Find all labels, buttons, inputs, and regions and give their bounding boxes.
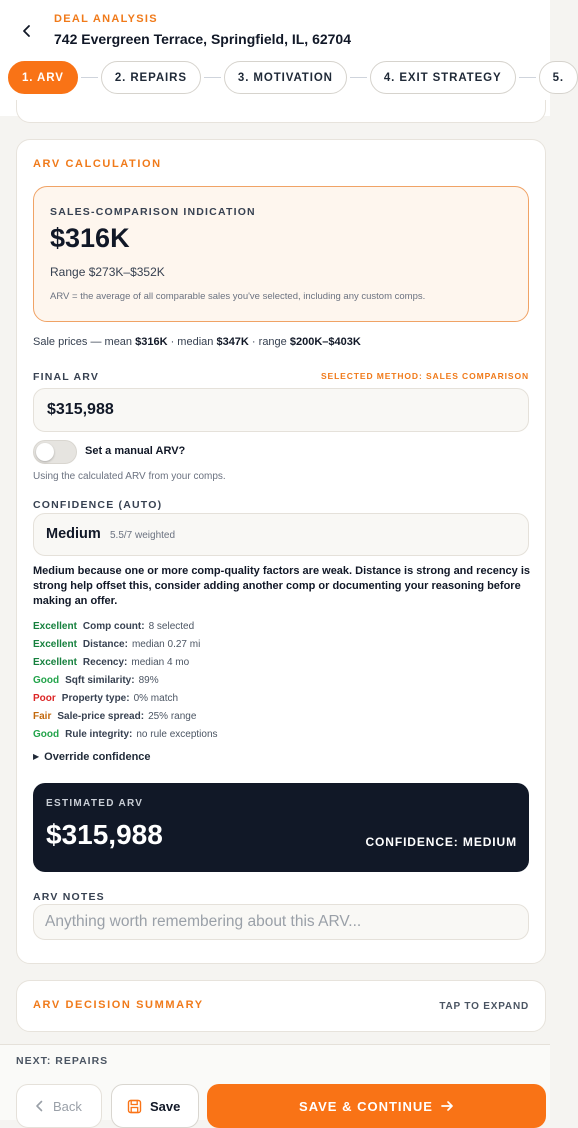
factor-rating: Poor	[33, 693, 56, 704]
arv-notes-field	[33, 904, 529, 940]
confidence-label: CONFIDENCE (AUTO)	[33, 499, 163, 511]
toggle-knob	[36, 443, 54, 461]
factor-name: Rule integrity:	[65, 729, 133, 740]
save-and-continue-button[interactable]	[207, 1084, 546, 1128]
factor-row	[33, 618, 529, 636]
tap-to-expand: TAP TO EXPAND	[439, 1001, 529, 1012]
override-confidence-toggle[interactable]	[33, 751, 151, 763]
tab-motivation[interactable]: 3. MOTIVATION	[224, 61, 347, 94]
arrow-right-icon	[441, 1100, 454, 1112]
sale-price-mean: $316K	[135, 336, 168, 348]
factor-value: median 0.27 mi	[131, 639, 201, 650]
indication-value: $316K	[50, 223, 130, 253]
override-label: Override confidence	[44, 751, 151, 763]
final-arv-value: $315,988	[47, 401, 114, 418]
page-eyebrow: DEAL ANALYSIS	[54, 13, 158, 25]
factor-row	[33, 708, 529, 726]
confidence-explanation: Medium because one or more comp-quality factors are weak. Distance is strong and recency is strong help offset this, consider adding another comp or documenting your reasoning before making an offer.	[33, 565, 530, 607]
summary-title: ARV DECISION SUMMARY	[33, 999, 204, 1011]
sale-price-range: $200K–$403K	[289, 336, 361, 348]
estimated-arv-label: ESTIMATED ARV	[46, 798, 144, 809]
factor-rating: Excellent	[33, 621, 77, 632]
factor-name: Recency:	[82, 657, 128, 668]
tab-exit-strategy[interactable]: 4. EXIT STRATEGY	[370, 61, 516, 94]
tab-repairs[interactable]: 2. REPAIRS	[101, 61, 201, 94]
estimated-arv-panel	[33, 783, 529, 872]
indication-note: ARV = the average of all comparable sales you've selected, including any custom comps.	[50, 291, 426, 302]
manual-arv-label: Set a manual ARV?	[85, 445, 186, 457]
sales-comparison-indication	[33, 186, 529, 322]
factor-name: Distance:	[82, 639, 128, 650]
arv-notes-label: ARV NOTES	[33, 891, 105, 903]
confidence-weighted: 5.5/7 weighted	[110, 530, 176, 541]
median-prefix: · median	[167, 336, 217, 348]
confidence-display	[33, 513, 529, 556]
factor-value: 0% match	[133, 693, 179, 704]
next-step-label: NEXT: REPAIRS	[16, 1055, 109, 1067]
factor-value: no rule exceptions	[136, 729, 218, 740]
factor-row	[33, 636, 529, 654]
back-button[interactable]	[16, 1084, 102, 1128]
factor-row	[33, 672, 529, 690]
factor-name: Property type:	[61, 693, 130, 704]
factor-rating: Excellent	[33, 639, 77, 650]
factor-value: 8 selected	[148, 621, 195, 632]
sale-prices-summary	[33, 336, 361, 348]
back-arrow-button[interactable]	[16, 20, 38, 42]
save-label: Save	[150, 1098, 181, 1114]
factor-name: Sale-price spread:	[57, 711, 145, 722]
factor-rating: Good	[33, 675, 60, 686]
tab-step-5[interactable]: 5.	[539, 61, 578, 94]
factor-row	[33, 726, 529, 744]
back-label: Back	[53, 1098, 82, 1114]
factor-rating: Fair	[33, 711, 52, 722]
final-arv-field[interactable]	[33, 388, 529, 432]
sale-price-median: $347K	[216, 336, 249, 348]
manual-arv-help: Using the calculated ARV from your comps.	[33, 471, 226, 482]
factor-name: Comp count:	[82, 621, 145, 632]
arv-notes-textarea[interactable]	[34, 905, 528, 939]
factor-rating: Good	[33, 729, 60, 740]
manual-arv-toggle[interactable]	[33, 440, 77, 464]
range-prefix: · range	[248, 336, 290, 348]
footer-bar	[0, 1044, 550, 1120]
factor-value: 89%	[138, 675, 159, 686]
indication-range: Range $273K–$352K	[50, 265, 165, 279]
previous-card-edge	[16, 100, 546, 123]
factor-name: Sqft similarity:	[65, 675, 135, 686]
tab-arv[interactable]: 1. ARV	[8, 61, 78, 94]
step-connector	[350, 77, 367, 78]
disclosure-triangle-icon: ▶	[33, 752, 40, 761]
selected-method: SELECTED METHOD: SALES COMPARISON	[320, 371, 529, 381]
factor-row	[33, 654, 529, 672]
step-tabs	[8, 61, 578, 94]
arv-calculation-card	[16, 139, 546, 964]
confidence-level: Medium	[46, 526, 101, 542]
factor-rating: Excellent	[33, 657, 77, 668]
sale-prices-prefix: Sale prices — mean	[33, 336, 136, 348]
save-icon	[127, 1099, 142, 1114]
factor-row	[33, 690, 529, 708]
section-title: ARV CALCULATION	[33, 158, 162, 170]
chevron-left-icon	[20, 24, 34, 38]
final-arv-label: FINAL ARV	[33, 371, 100, 383]
step-connector	[519, 77, 536, 78]
factor-value: median 4 mo	[131, 657, 190, 668]
estimated-confidence: CONFIDENCE: MEDIUM	[365, 835, 517, 849]
confidence-factors	[33, 618, 529, 744]
continue-label: SAVE & CONTINUE	[299, 1098, 433, 1114]
estimated-arv-value: $315,988	[46, 819, 163, 850]
factor-value: 25% range	[148, 711, 197, 722]
step-connector	[81, 77, 98, 78]
step-connector	[204, 77, 221, 78]
property-address: 742 Evergreen Terrace, Springfield, IL, 62704	[54, 31, 351, 47]
save-button[interactable]	[111, 1084, 199, 1128]
arv-decision-summary[interactable]	[16, 980, 546, 1032]
chevron-left-icon	[35, 1100, 44, 1112]
header	[0, 0, 564, 116]
indication-label: SALES-COMPARISON INDICATION	[50, 206, 256, 218]
